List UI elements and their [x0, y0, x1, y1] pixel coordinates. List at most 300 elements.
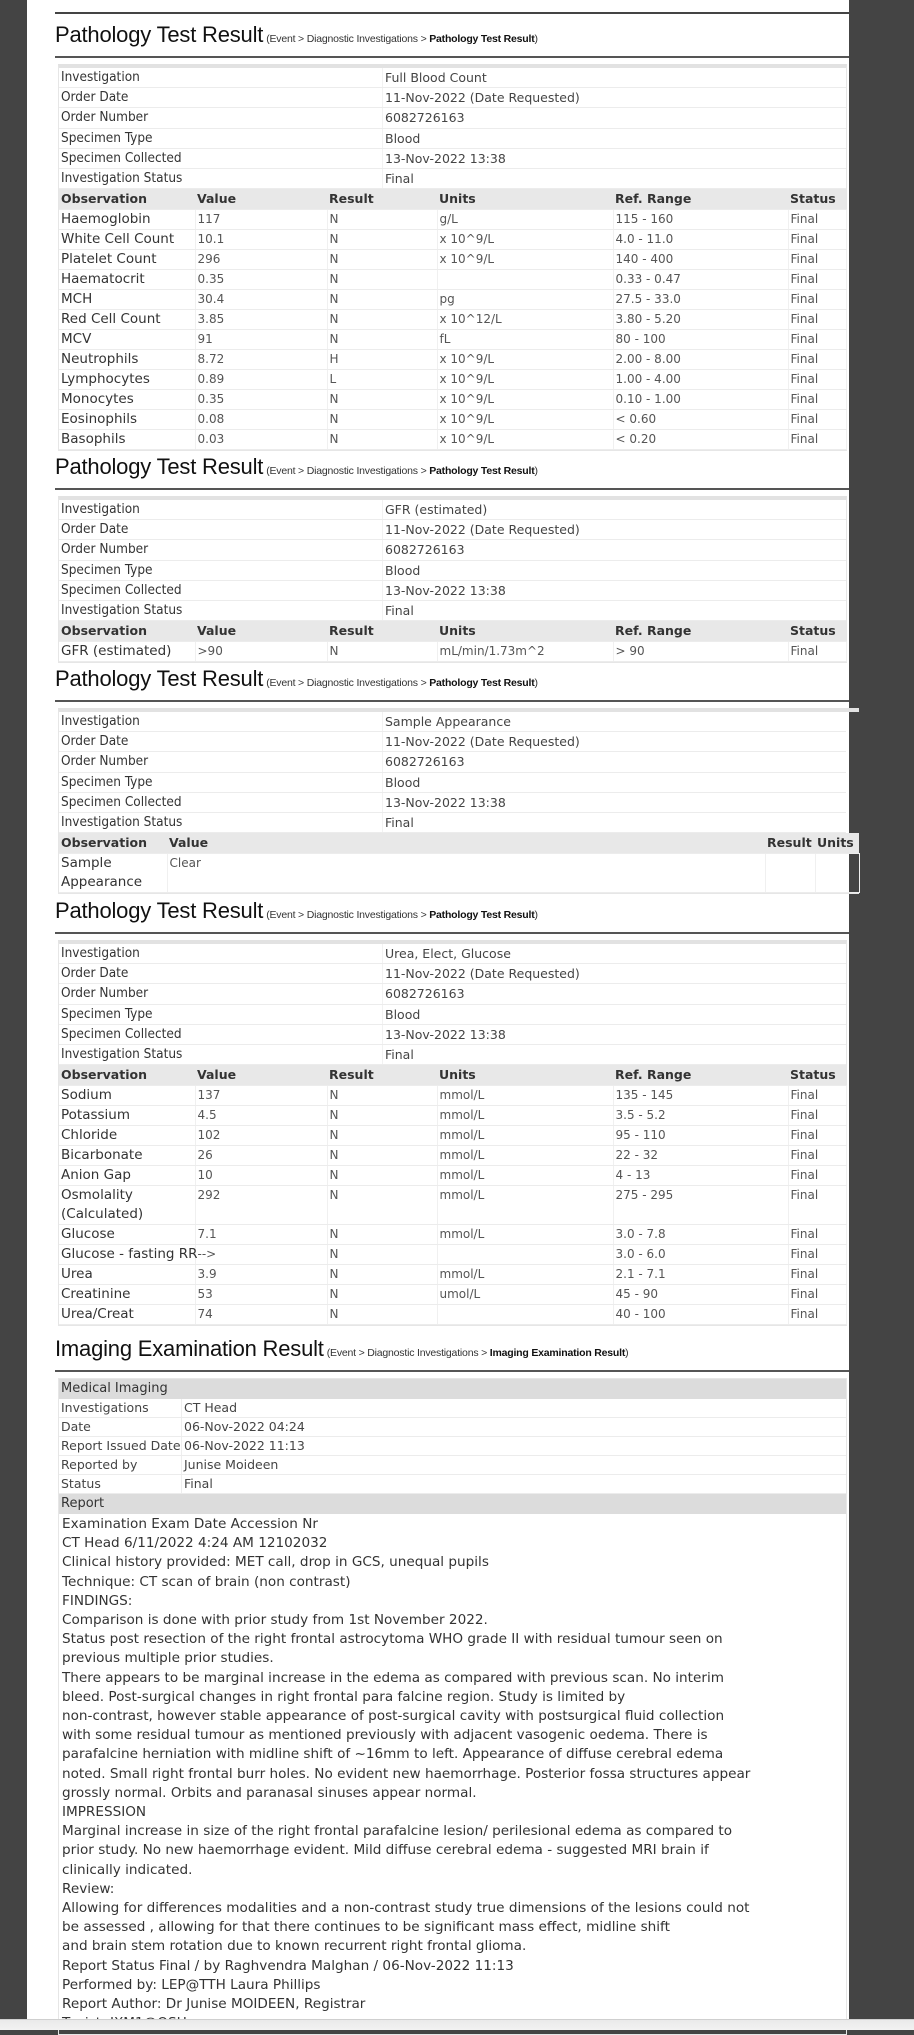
- investigation-details-table: [59, 68, 846, 189]
- medical-imaging-band: Medical Imaging: [59, 1379, 846, 1399]
- report-line: Status post resection of the right frontal astrocytoma WHO grade II with residual tumour seen on previous multiple prior studies.: [62, 1631, 723, 1667]
- observation-name: Glucose - fasting RR: [59, 1245, 195, 1265]
- observation-name: Red Cell Count: [59, 310, 195, 330]
- result-flag: N: [327, 1225, 437, 1245]
- detail-row: [59, 580, 846, 600]
- imaging-detail-row: [59, 1399, 846, 1418]
- detail-label: Specimen Type: [59, 560, 383, 580]
- observation-row: [59, 290, 846, 310]
- observation-row: [59, 370, 846, 390]
- reference-range: 3.80 - 5.20: [613, 310, 788, 330]
- observation-row: [59, 1126, 846, 1146]
- detail-row: [59, 1024, 846, 1044]
- observation-name: Bicarbonate: [59, 1146, 195, 1166]
- reference-range: 115 - 160: [613, 210, 788, 230]
- observation-row: [59, 330, 846, 350]
- detail-value: 6082726163: [383, 540, 847, 560]
- reference-range: 3.0 - 6.0: [613, 1245, 788, 1265]
- detail-label: Report Issued Date: [59, 1437, 182, 1456]
- observation-value: 102: [195, 1126, 327, 1146]
- report-line: Clinical history provided: MET call, drop in GCS, unequal pupils: [62, 1554, 489, 1571]
- observations-header: [59, 621, 846, 642]
- previous-section-heading-cutoff: [55, 0, 849, 14]
- observation-row: [59, 410, 846, 430]
- units: mmol/L: [437, 1106, 613, 1126]
- detail-value: 11-Nov-2022 (Date Requested): [383, 520, 847, 540]
- detail-label: Investigation: [59, 500, 383, 520]
- observation-name: White Cell Count: [59, 230, 195, 250]
- observations-header: [59, 833, 859, 854]
- status: Final: [788, 1285, 846, 1305]
- column-header-units: Units: [437, 621, 613, 642]
- result-box: [58, 496, 847, 663]
- column-header-value: Value: [195, 1065, 327, 1086]
- observation-row: [59, 270, 846, 290]
- observation-value: 10: [195, 1166, 327, 1186]
- observations-header: [59, 1065, 846, 1086]
- units: x 10^9/L: [437, 390, 613, 410]
- reference-range: 2.1 - 7.1: [613, 1265, 788, 1285]
- reference-range: 1.00 - 4.00: [613, 370, 788, 390]
- section-title: Imaging Examination Result: [55, 1336, 324, 1361]
- status: Final: [788, 1166, 846, 1186]
- detail-value: Urea, Elect, Glucose: [383, 944, 847, 964]
- observation-name: Sample Appearance: [59, 854, 167, 893]
- status: Final: [788, 350, 846, 370]
- imaging-detail-row: [59, 1456, 846, 1475]
- report-text: [59, 1514, 755, 2034]
- observation-row: [59, 210, 846, 230]
- detail-label: Specimen Collected: [59, 1024, 383, 1044]
- detail-row: [59, 1004, 846, 1024]
- status: Final: [788, 210, 846, 230]
- pathology-section-urea-elect-glucose: [55, 890, 849, 1326]
- imaging-detail-row: [59, 1418, 846, 1437]
- units: mmol/L: [437, 1166, 613, 1186]
- result-flag: N: [327, 290, 437, 310]
- observations-table: [59, 833, 860, 893]
- status: Final: [788, 1086, 846, 1106]
- reference-range: 80 - 100: [613, 330, 788, 350]
- status: Final: [788, 1265, 846, 1285]
- breadcrumb: [266, 909, 538, 921]
- observation-name: Haematocrit: [59, 270, 195, 290]
- status: Final: [788, 390, 846, 410]
- reference-range: < 0.20: [613, 430, 788, 450]
- detail-value: 06-Nov-2022 11:13: [182, 1437, 847, 1456]
- observation-name: Haemoglobin: [59, 210, 195, 230]
- observation-value: 0.35: [195, 390, 327, 410]
- breadcrumb: [266, 465, 538, 477]
- breadcrumb-close: ): [625, 1347, 629, 1359]
- status: Final: [788, 310, 846, 330]
- detail-label: Investigation Status: [59, 813, 383, 833]
- result-flag: [765, 854, 815, 893]
- observation-row: [59, 1166, 846, 1186]
- observation-value: 137: [195, 1086, 327, 1106]
- detail-label: Investigation Status: [59, 1045, 383, 1065]
- detail-row: [59, 964, 846, 984]
- investigation-details-table: [59, 944, 846, 1065]
- detail-row: [59, 984, 846, 1004]
- section-title: Pathology Test Result: [55, 22, 264, 47]
- detail-row: [59, 520, 846, 540]
- detail-label: Order Date: [59, 964, 383, 984]
- result-flag: N: [327, 1265, 437, 1285]
- detail-value: Final: [383, 601, 847, 621]
- observation-value: >90: [195, 642, 327, 662]
- observation-name: Urea/Creat: [59, 1305, 195, 1325]
- result-box: [58, 64, 847, 451]
- observation-value: 53: [195, 1285, 327, 1305]
- reference-range: < 0.60: [613, 410, 788, 430]
- units: x 10^9/L: [437, 370, 613, 390]
- observation-value: 296: [195, 250, 327, 270]
- imaging-box: [58, 1378, 847, 2035]
- column-header-units: Units: [437, 1065, 613, 1086]
- section-header: [55, 14, 849, 58]
- observation-name: Lymphocytes: [59, 370, 195, 390]
- detail-label: Order Number: [59, 752, 383, 772]
- pathology-section-sample-appearance: [55, 658, 854, 894]
- detail-row: [59, 1045, 846, 1065]
- units: [437, 1305, 613, 1325]
- observation-row: [59, 1106, 846, 1126]
- detail-row: [59, 560, 846, 580]
- detail-row: [59, 732, 846, 752]
- breadcrumb-close: ): [534, 33, 538, 45]
- breadcrumb-path: (Event > Diagnostic Investigations >: [326, 1347, 490, 1359]
- breadcrumb-close: ): [534, 677, 538, 689]
- detail-value: 6082726163: [383, 108, 847, 128]
- units: [815, 854, 859, 893]
- result-box: [58, 940, 847, 1326]
- units: x 10^9/L: [437, 230, 613, 250]
- observation-name: Creatinine: [59, 1285, 195, 1305]
- detail-label: Investigation: [59, 944, 383, 964]
- report-line: Performed by: LEP@TTH Laura Phillips: [62, 1976, 321, 1993]
- reference-range: 275 - 295: [613, 1186, 788, 1225]
- observation-name: MCV: [59, 330, 195, 350]
- observation-row: [59, 310, 846, 330]
- detail-label: Order Date: [59, 732, 383, 752]
- report-line: Examination Exam Date Accession Nr: [62, 1516, 318, 1532]
- breadcrumb: [327, 1347, 629, 1359]
- detail-value: Final: [383, 1045, 847, 1065]
- observation-row: [59, 854, 859, 893]
- observation-row: [59, 230, 846, 250]
- status: Final: [788, 410, 846, 430]
- column-header-ref-range: Ref. Range: [613, 189, 788, 210]
- column-header-value: Value: [195, 621, 327, 642]
- reference-range: 4 - 13: [613, 1166, 788, 1186]
- result-flag: N: [327, 210, 437, 230]
- status: Final: [788, 1106, 846, 1126]
- reference-range: 135 - 145: [613, 1086, 788, 1106]
- detail-label: Specimen Collected: [59, 580, 383, 600]
- detail-label: Investigations: [59, 1399, 182, 1418]
- report-line: There appears to be marginal increase in the edema as compared with previous scan. No interim bleed. Post-surgical changes in right frontal para falcine region. Study is limited by: [62, 1669, 724, 1705]
- observation-value: 30.4: [195, 290, 327, 310]
- result-flag: N: [327, 642, 437, 662]
- detail-label: Specimen Type: [59, 772, 383, 792]
- breadcrumb: [266, 33, 538, 45]
- observation-name: Sodium: [59, 1086, 195, 1106]
- report-line: and brain stem rotation due to known recurrent right frontal glioma.: [62, 1938, 527, 1955]
- detail-row: [59, 88, 846, 108]
- detail-row: [59, 712, 846, 732]
- result-box: [58, 708, 859, 894]
- units: mmol/L: [437, 1126, 613, 1146]
- observations-table: [59, 1065, 847, 1325]
- status: Final: [788, 430, 846, 450]
- detail-label: Order Date: [59, 520, 383, 540]
- detail-label: Investigation: [59, 68, 383, 88]
- breadcrumb-current: Imaging Examination Result: [489, 1347, 626, 1359]
- column-header-result: Result: [327, 189, 437, 210]
- observation-name: Neutrophils: [59, 350, 195, 370]
- observation-value: 4.5: [195, 1106, 327, 1126]
- report-line: CT Head 6/11/2022 4:24 AM 12102032: [62, 1535, 328, 1552]
- detail-label: Specimen Type: [59, 1004, 383, 1024]
- observation-value: 117: [195, 210, 327, 230]
- detail-label: Investigation Status: [59, 169, 383, 189]
- section-header: [55, 658, 849, 702]
- observations-header: [59, 189, 846, 210]
- observation-name: Chloride: [59, 1126, 195, 1146]
- report-line: Report Author: Dr Junise MOIDEEN, Registrar: [62, 1996, 366, 2013]
- observation-value: 10.1: [195, 230, 327, 250]
- breadcrumb-path: (Event > Diagnostic Investigations >: [266, 909, 430, 921]
- detail-value: 6082726163: [383, 984, 847, 1004]
- breadcrumb: [266, 677, 538, 689]
- observation-value: 74: [195, 1305, 327, 1325]
- detail-label: Order Number: [59, 108, 383, 128]
- column-header-ref-range: Ref. Range: [613, 621, 788, 642]
- horizontal-scrollbar[interactable]: [0, 2019, 914, 2030]
- result-flag: N: [327, 1106, 437, 1126]
- result-flag: N: [327, 310, 437, 330]
- detail-value: 6082726163: [383, 752, 847, 772]
- observation-value: 7.1: [195, 1225, 327, 1245]
- status: Final: [788, 1186, 846, 1225]
- result-flag: N: [327, 270, 437, 290]
- detail-value: Full Blood Count: [383, 68, 847, 88]
- column-header-observation: Observation: [59, 1065, 195, 1086]
- reference-range: 45 - 90: [613, 1285, 788, 1305]
- observation-value: 292: [195, 1186, 327, 1225]
- reference-range: 40 - 100: [613, 1305, 788, 1325]
- result-flag: N: [327, 1305, 437, 1325]
- detail-value: Blood: [383, 128, 847, 148]
- report-line: Review:: [62, 1880, 115, 1897]
- detail-label: Order Date: [59, 88, 383, 108]
- observation-row: [59, 1265, 846, 1285]
- detail-value: Blood: [383, 1004, 847, 1024]
- observation-row: [59, 1245, 846, 1265]
- detail-label: Order Number: [59, 540, 383, 560]
- detail-value: Blood: [383, 560, 847, 580]
- detail-row: [59, 500, 846, 520]
- result-flag: N: [327, 1166, 437, 1186]
- breadcrumb-current: Pathology Test Result: [429, 909, 535, 921]
- detail-label: Date: [59, 1418, 182, 1437]
- section-title: Pathology Test Result: [55, 666, 264, 691]
- result-flag: N: [327, 230, 437, 250]
- section-title: Pathology Test Result: [55, 898, 264, 923]
- detail-value: CT Head: [182, 1399, 847, 1418]
- units: x 10^9/L: [437, 350, 613, 370]
- detail-value: GFR (estimated): [383, 500, 847, 520]
- status: Final: [788, 642, 846, 662]
- section-header: [55, 890, 849, 934]
- column-header-result: Result: [765, 833, 815, 854]
- detail-row: [59, 169, 846, 189]
- header-row: [59, 621, 846, 642]
- status: Final: [788, 1126, 846, 1146]
- breadcrumb-current: Pathology Test Result: [429, 465, 535, 477]
- imaging-section: [55, 1328, 849, 2035]
- pathology-section-gfr: [55, 446, 849, 663]
- detail-row: [59, 944, 846, 964]
- detail-row: [59, 752, 846, 772]
- detail-label: Reported by: [59, 1456, 182, 1475]
- detail-value: 11-Nov-2022 (Date Requested): [383, 88, 847, 108]
- status: Final: [788, 1146, 846, 1166]
- observation-name: Basophils: [59, 430, 195, 450]
- status: Final: [788, 270, 846, 290]
- reference-range: 140 - 400: [613, 250, 788, 270]
- detail-value: 06-Nov-2022 04:24: [182, 1418, 847, 1437]
- column-header-observation: Observation: [59, 833, 167, 854]
- result-flag: N: [327, 250, 437, 270]
- observation-name: Potassium: [59, 1106, 195, 1126]
- column-header-units: Units: [815, 833, 859, 854]
- report-line: FINDINGS:: [62, 1592, 133, 1609]
- detail-label: Specimen Collected: [59, 148, 383, 168]
- detail-label: Specimen Type: [59, 128, 383, 148]
- detail-label: Investigation Status: [59, 601, 383, 621]
- section-title: Pathology Test Result: [55, 454, 264, 479]
- observation-name: Eosinophils: [59, 410, 195, 430]
- observation-row: [59, 1186, 846, 1225]
- units: mmol/L: [437, 1086, 613, 1106]
- status: Final: [788, 330, 846, 350]
- result-flag: N: [327, 1186, 437, 1225]
- report-band: Report: [59, 1494, 846, 1514]
- detail-label: Investigation: [59, 712, 383, 732]
- column-header-observation: Observation: [59, 189, 195, 210]
- detail-value: 13-Nov-2022 13:38: [383, 580, 847, 600]
- result-flag: N: [327, 1086, 437, 1106]
- observation-row: [59, 250, 846, 270]
- units: x 10^9/L: [437, 410, 613, 430]
- observation-name: Platelet Count: [59, 250, 195, 270]
- breadcrumb-close: ): [534, 909, 538, 921]
- reference-range: 22 - 32: [613, 1146, 788, 1166]
- header-row: [59, 1065, 846, 1086]
- units: mmol/L: [437, 1146, 613, 1166]
- detail-value: Blood: [383, 772, 847, 792]
- status: Final: [788, 1225, 846, 1245]
- observation-row: [59, 1146, 846, 1166]
- units: [437, 1245, 613, 1265]
- detail-value: 11-Nov-2022 (Date Requested): [383, 964, 847, 984]
- detail-row: [59, 68, 846, 88]
- reference-range: 3.5 - 5.2: [613, 1106, 788, 1126]
- detail-value: 13-Nov-2022 13:38: [383, 1024, 847, 1044]
- result-flag: L: [327, 370, 437, 390]
- detail-row: [59, 772, 846, 792]
- status: Final: [788, 250, 846, 270]
- observation-row: [59, 1305, 846, 1325]
- detail-row: [59, 148, 846, 168]
- detail-value: Final: [182, 1475, 847, 1494]
- investigation-details-table: [59, 500, 846, 621]
- observation-name: GFR (estimated): [59, 642, 195, 662]
- section-header: [55, 1328, 849, 1372]
- reference-range: 95 - 110: [613, 1126, 788, 1146]
- reference-range: 4.0 - 11.0: [613, 230, 788, 250]
- units: mmol/L: [437, 1225, 613, 1245]
- detail-row: [59, 108, 846, 128]
- units: g/L: [437, 210, 613, 230]
- detail-value: Final: [383, 813, 847, 833]
- breadcrumb-path: (Event > Diagnostic Investigations >: [266, 465, 430, 477]
- imaging-detail-row: [59, 1437, 846, 1456]
- observation-value: 0.08: [195, 410, 327, 430]
- report-line: Allowing for differences modalities and a non-contrast study true dimensions of the lesions could not be assessed , allowing for that there continues to be significant mass effect, midline shift: [62, 1900, 750, 1936]
- observation-value: 3.85: [195, 310, 327, 330]
- units: pg: [437, 290, 613, 310]
- observation-name: Urea: [59, 1265, 195, 1285]
- detail-value: 13-Nov-2022 13:38: [383, 792, 847, 812]
- status: Final: [788, 1245, 846, 1265]
- detail-row: [59, 540, 846, 560]
- observation-value: 0.35: [195, 270, 327, 290]
- observation-name: Anion Gap: [59, 1166, 195, 1186]
- column-header-value: Value: [195, 189, 327, 210]
- units: mmol/L: [437, 1265, 613, 1285]
- result-flag: N: [327, 1285, 437, 1305]
- detail-label: Status: [59, 1475, 182, 1494]
- breadcrumb-path: (Event > Diagnostic Investigations >: [266, 33, 430, 45]
- result-flag: N: [327, 1146, 437, 1166]
- observation-name: Osmolality (Calculated): [59, 1186, 195, 1225]
- detail-row: [59, 601, 846, 621]
- detail-value: Final: [383, 169, 847, 189]
- column-header-observation: Observation: [59, 621, 195, 642]
- report-line: Technique: CT scan of brain (non contrast): [62, 1573, 351, 1590]
- reference-range: 0.33 - 0.47: [613, 270, 788, 290]
- detail-value: 11-Nov-2022 (Date Requested): [383, 732, 847, 752]
- report-line: Marginal increase in size of the right frontal parafalcine lesion/ perilesional edema as compared to prior study. No new haemorrhage evident. Mild diffuse cerebral edema - suggested MRI brain if clinically indicated.: [62, 1823, 733, 1878]
- result-flag: N: [327, 430, 437, 450]
- units: x 10^9/L: [437, 250, 613, 270]
- breadcrumb-current: Pathology Test Result: [429, 677, 535, 689]
- breadcrumb-close: ): [534, 465, 538, 477]
- investigation-details-table: [59, 712, 846, 833]
- units: fL: [437, 330, 613, 350]
- detail-row: [59, 792, 846, 812]
- observation-value: 91: [195, 330, 327, 350]
- column-header-status: Status: [788, 189, 846, 210]
- observation-row: [59, 1225, 846, 1245]
- imaging-details-table: [59, 1399, 846, 1494]
- column-header-units: Units: [437, 189, 613, 210]
- observation-value: Clear: [167, 854, 765, 893]
- units: x 10^9/L: [437, 430, 613, 450]
